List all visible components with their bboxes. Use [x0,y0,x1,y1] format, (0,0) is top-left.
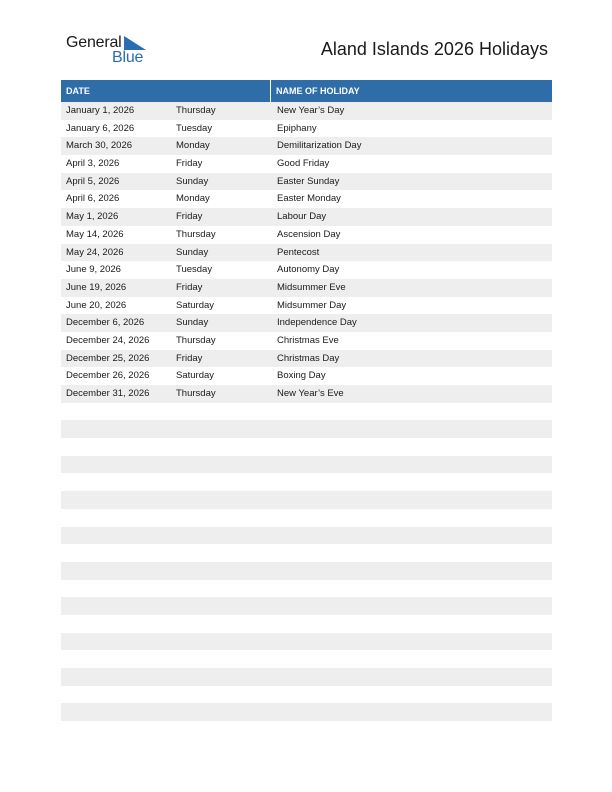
cell-day: Monday [176,140,210,152]
cell-date: May 1, 2026 [66,211,119,223]
table-row [61,102,552,120]
cell-holiday-name [272,562,277,580]
cell-day [171,562,272,580]
cell-date [61,686,171,704]
cell-date [61,650,171,668]
cell-date: April 3, 2026 [66,158,120,170]
table-row [61,279,552,297]
table-row [61,261,552,279]
cell-date [61,527,171,545]
cell-date [61,509,171,527]
cell-holiday-name [272,491,277,509]
cell-date: April 5, 2026 [66,175,120,187]
page-title: Aland Islands 2026 Holidays [320,39,548,59]
table-body [61,102,552,721]
holiday-table [61,80,552,721]
cell-date: December 24, 2026 [66,334,150,346]
cell-date: April 6, 2026 [66,193,120,205]
cell-holiday-name [272,703,277,721]
cell-day [171,580,272,598]
cell-date [61,633,171,651]
table-row [61,155,552,173]
cell-date: December 26, 2026 [66,370,150,382]
cell-holiday-name: Midsummer Day [277,299,347,311]
table-row [61,456,552,474]
cell-holiday-name: Demilitarization Day [277,140,362,152]
cell-day [171,456,272,474]
cell-date [61,580,171,598]
cell-day [171,686,272,704]
cell-holiday-name: Easter Sunday [277,175,340,187]
cell-day [171,403,272,421]
cell-day [171,703,272,721]
cell-holiday-name: Epiphany [277,122,317,134]
column-header-date: DATE [61,80,271,102]
table-row [61,544,552,562]
cell-date [61,403,171,421]
cell-day: Thursday [176,388,216,399]
brand-logo [66,34,156,68]
logo-text-blue: Blue [112,49,144,66]
cell-day: Sunday [176,175,209,187]
cell-holiday-name: Ascension Day [277,228,341,240]
cell-day [171,597,272,615]
cell-day: Sunday [176,317,209,329]
table-row [61,137,552,155]
cell-holiday-name: Labour Day [277,211,327,223]
cell-holiday-name [272,615,277,633]
table-row [61,597,552,615]
cell-holiday-name: Good Friday [277,158,330,170]
column-header-name: NAME OF HOLIDAY [276,86,360,96]
table-row [61,509,552,527]
cell-day: Tuesday [176,264,213,276]
cell-day [171,473,272,491]
cell-holiday-name: Pentecost [277,246,320,258]
cell-holiday-name: Easter Monday [277,193,341,205]
cell-day [171,527,272,545]
cell-holiday-name [272,509,277,527]
cell-day: Saturday [176,299,215,311]
cell-day [171,544,272,562]
table-row [61,403,552,421]
cell-date: December 6, 2026 [66,317,145,329]
cell-date [61,544,171,562]
table-row [61,686,552,704]
cell-date: June 20, 2026 [66,299,127,311]
table-row [61,580,552,598]
table-row [61,650,552,668]
cell-holiday-name [272,420,277,438]
table-row [61,208,552,226]
table-row [61,562,552,580]
cell-date [61,420,171,438]
table-row [61,190,552,208]
cell-holiday-name [272,544,277,562]
table-row [61,615,552,633]
cell-day [171,615,272,633]
table-row [61,438,552,456]
table-row [61,297,552,315]
table-header [61,80,552,102]
cell-day: Monday [176,193,210,205]
cell-holiday-name [272,597,277,615]
cell-day [171,668,272,686]
cell-date [61,491,171,509]
cell-date [61,473,171,491]
cell-date: May 24, 2026 [66,246,124,258]
cell-day: Friday [176,211,203,223]
cell-day: Sunday [176,246,209,258]
table-row [61,473,552,491]
cell-day [171,633,272,651]
cell-day: Thursday [176,334,216,346]
table-row [61,527,552,545]
table-row [61,173,552,191]
cell-date: June 9, 2026 [66,264,121,276]
cell-holiday-name: Christmas Eve [277,334,339,346]
cell-date: May 14, 2026 [66,228,124,240]
cell-day: Friday [176,352,203,364]
cell-holiday-name: Christmas Day [277,352,340,364]
cell-holiday-name [272,527,277,545]
table-row [61,332,552,350]
cell-holiday-name [272,633,277,651]
table-row [61,367,552,385]
cell-holiday-name [272,473,277,491]
cell-date [61,668,171,686]
cell-date [61,562,171,580]
cell-date: December 25, 2026 [66,352,150,364]
cell-holiday-name: New Year’s Eve [277,388,344,399]
cell-holiday-name: Autonomy Day [277,264,340,276]
cell-date [61,703,171,721]
table-row [61,633,552,651]
cell-holiday-name: Independence Day [277,317,357,329]
cell-holiday-name [272,686,277,704]
cell-holiday-name [272,438,277,456]
cell-holiday-name: New Year’s Day [277,105,345,116]
cell-date [61,438,171,456]
table-row [61,385,552,403]
cell-day [171,438,272,456]
cell-day [171,420,272,438]
cell-holiday-name [272,650,277,668]
cell-day: Saturday [176,370,215,382]
cell-date: March 30, 2026 [66,140,133,152]
cell-day [171,650,272,668]
table-row [61,668,552,686]
cell-date [61,615,171,633]
table-row [61,491,552,509]
cell-day: Friday [176,158,203,170]
cell-date: June 19, 2026 [66,281,127,293]
cell-day [171,509,272,527]
table-row [61,226,552,244]
table-row [61,350,552,368]
cell-day: Tuesday [176,122,213,134]
cell-day [171,491,272,509]
cell-holiday-name [272,580,277,598]
table-row [61,420,552,438]
cell-day: Thursday [176,105,216,116]
cell-holiday-name [272,403,277,421]
table-row [61,314,552,332]
cell-holiday-name: Boxing Day [277,370,326,382]
table-row [61,120,552,138]
cell-date: December 31, 2026 [66,388,150,399]
cell-holiday-name [272,668,277,686]
cell-day: Thursday [176,228,216,240]
cell-date [61,597,171,615]
logo-triangle-icon [124,36,146,50]
cell-holiday-name [272,456,277,474]
cell-date: January 6, 2026 [66,122,135,134]
cell-day: Friday [176,281,203,293]
cell-holiday-name: Midsummer Eve [277,281,346,293]
table-row [61,244,552,262]
cell-date [61,456,171,474]
table-row [61,703,552,721]
logo-text-general: General [66,34,122,51]
cell-date: January 1, 2026 [66,105,135,116]
